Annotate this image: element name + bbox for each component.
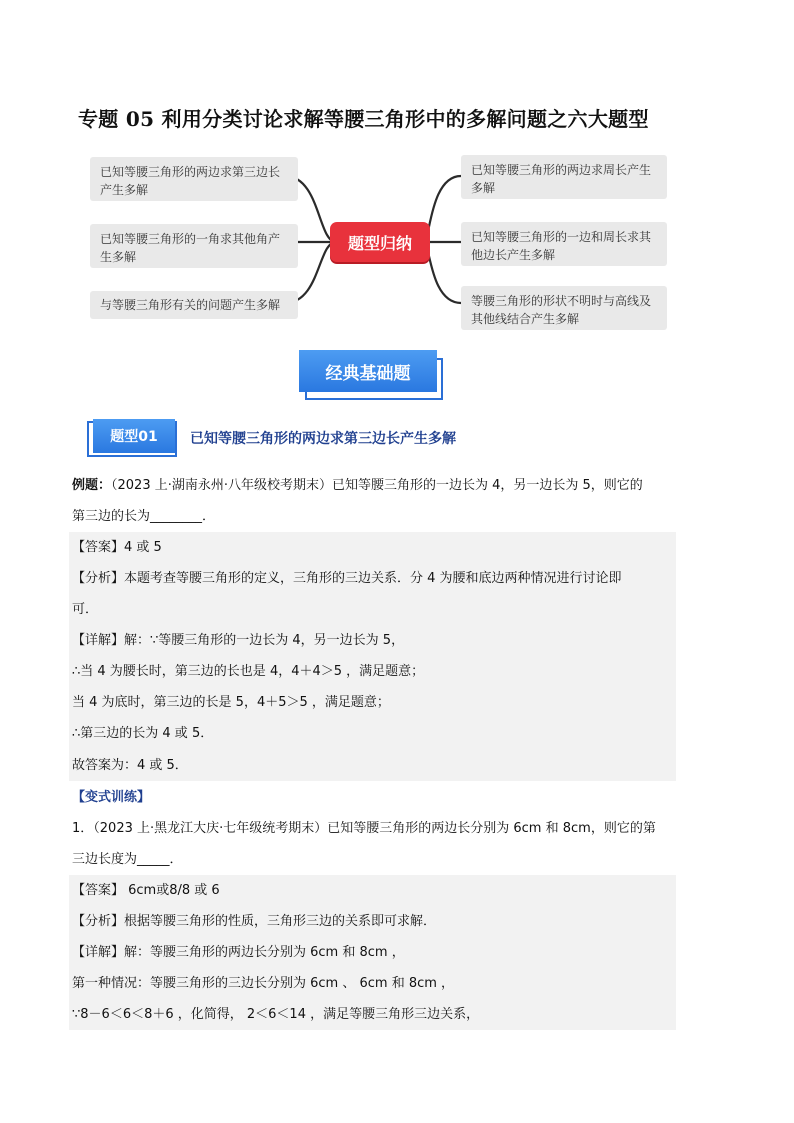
example-detail-line-3: 当 4 为底时，第三边的长是 5，4＋5＞5 ，满足题意； <box>72 695 390 710</box>
page-title: 专题 05 利用分类讨论求解等腰三角形中的多解问题之六大题型 <box>78 107 649 131</box>
variant-detail-line-2: 第一种情况：等腰三角形的三边长分别为 6cm 、 6cm 和 8cm ， <box>72 976 455 991</box>
type-badge-label: 题型01 <box>93 419 175 453</box>
example-question-line-1 <box>72 477 643 495</box>
type-heading-badge <box>87 419 177 457</box>
variant-analysis: 【分析】根据等腰三角形的性质，三角形三边的关系即可求解． <box>72 914 437 929</box>
mindmap-left-node-3: 与等腰三角形有关的问题产生多解 <box>90 291 298 319</box>
variant-question-line-1: 1．（2023 上·黑龙江大庆·七年级统考期末）已知等腰三角形的两边长分别为 6cm 和 8cm，则它的第 <box>72 821 656 836</box>
banner-label: 经典基础题 <box>299 350 437 392</box>
example-detail-line-2: ∴当 4 为腰长时，第三边的长也是 4，4＋4＞5 ，满足题意； <box>72 664 425 679</box>
example-detail-line-5: 故答案为：4 或 5． <box>72 758 188 773</box>
example-detail-line-4: ∴第三边的长为 4 或 5． <box>72 726 214 741</box>
mindmap-center-node: 题型归纳 <box>330 222 430 262</box>
example-question-text: （2023 上·湖南永州·八年级校考期末）已知等腰三角形的一边长为 4，另一边长为 5，则它的 <box>111 478 643 493</box>
variant-answer: 【答案】 6cm或8/8 或 6 <box>72 883 220 898</box>
variant-question-line-2: 三边长度为_____． <box>72 852 183 867</box>
example-detail-line-1: 【详解】解：∵等腰三角形的一边长为 4，另一边长为 5， <box>72 633 405 648</box>
mindmap-right-node-3: 等腰三角形的形状不明时与高线及其他线结合产生多解 <box>461 286 667 330</box>
example-label: 例题： <box>72 478 112 493</box>
example-question-line-2: 第三边的长为________． <box>72 509 216 524</box>
variant-heading: 【变式训练】 <box>72 790 151 805</box>
mindmap-right-node-2: 已知等腰三角形的一边和周长求其他边长产生多解 <box>461 222 667 266</box>
variant-detail-line-3: ∵8－6＜6＜8＋6 ，化简得， 2＜6＜14 ，满足等腰三角形三边关系， <box>72 1007 480 1022</box>
example-analysis-line-2: 可． <box>72 602 99 617</box>
variant-detail-line-1: 【详解】解：等腰三角形的两边长分别为 6cm 和 8cm ， <box>72 945 405 960</box>
example-answer: 【答案】4 或 5 <box>72 540 162 555</box>
mindmap-left-node-2: 已知等腰三角形的一角求其他角产生多解 <box>90 224 298 268</box>
section-banner <box>299 350 445 402</box>
mindmap-left-node-1: 已知等腰三角形的两边求第三边长产生多解 <box>90 157 298 201</box>
mindmap-right-node-1: 已知等腰三角形的两边求周长产生多解 <box>461 155 667 199</box>
type-heading-title: 已知等腰三角形的两边求第三边长产生多解 <box>190 431 456 447</box>
example-analysis-line-1: 【分析】本题考查等腰三角形的定义，三角形的三边关系．分 4 为腰和底边两种情况进行讨论即 <box>72 571 622 586</box>
